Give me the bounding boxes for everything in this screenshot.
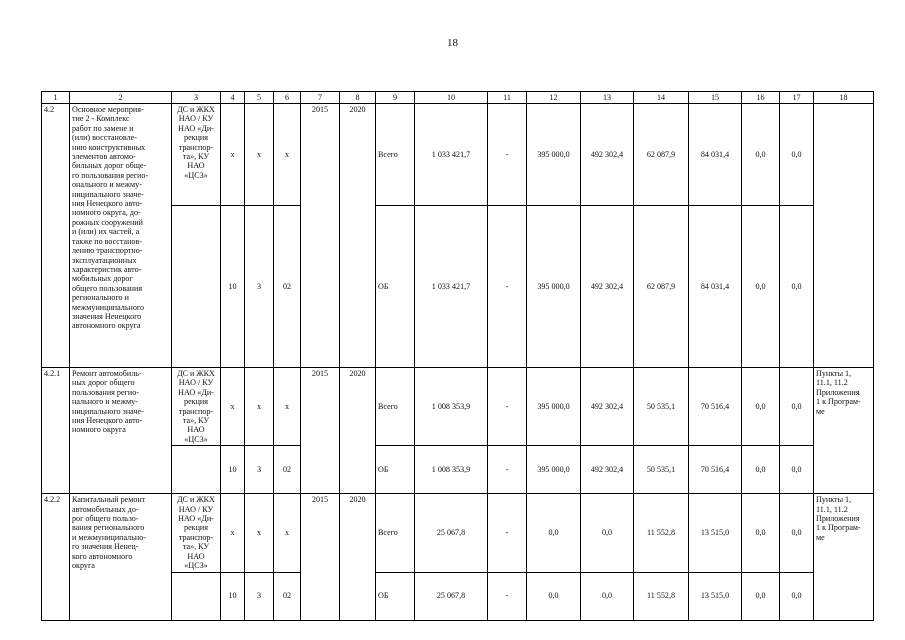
- year-start: 2015: [301, 368, 340, 494]
- amount-cell: 50 535,1: [634, 368, 689, 446]
- code-cell: x: [245, 368, 274, 446]
- funding-source: ОБ: [376, 206, 415, 368]
- col-header: 15: [689, 92, 742, 104]
- executor-cell-empty: [172, 206, 221, 368]
- amount-cell: 0,0: [780, 104, 814, 206]
- code-cell: x: [245, 494, 274, 572]
- code-cell: 02: [274, 206, 301, 368]
- executor-cell-empty: [172, 572, 221, 620]
- code-cell: x: [221, 494, 245, 572]
- table-row: [42, 104, 874, 206]
- col-header: 4: [221, 92, 245, 104]
- amount-cell: 0,0: [742, 206, 780, 368]
- funding-source: ОБ: [376, 446, 415, 494]
- year-end: 2020: [340, 104, 376, 368]
- year-start: 2015: [301, 494, 340, 620]
- col-header: 1: [42, 92, 70, 104]
- amount-cell: 0,0: [742, 446, 780, 494]
- code-cell: x: [274, 368, 301, 446]
- amount-cell: 492 302,4: [581, 368, 634, 446]
- amount-cell: 84 031,4: [689, 104, 742, 206]
- note-cell: [814, 104, 874, 368]
- amount-cell: 0,0: [780, 494, 814, 572]
- code-cell: x: [245, 104, 274, 206]
- amount-cell: 492 302,4: [581, 104, 634, 206]
- code-cell: 02: [274, 446, 301, 494]
- amount-cell: 84 031,4: [689, 206, 742, 368]
- code-cell: 3: [245, 206, 274, 368]
- header-row: [42, 92, 874, 104]
- activity-name: Ремонт автомобиль- ных дорог общего пользования регио- нального и межму- ниципального значе- ния Ненецкого авто- номного округа: [70, 368, 172, 494]
- code-cell: 02: [274, 572, 301, 620]
- col-header: 18: [814, 92, 874, 104]
- amount-cell: 13 515,0: [689, 494, 742, 572]
- col-header: 9: [376, 92, 415, 104]
- amount-total: 1 033 421,7: [415, 104, 488, 206]
- code-cell: 10: [221, 572, 245, 620]
- funding-source: Всего: [376, 494, 415, 572]
- row-number: 4.2.1: [42, 368, 70, 494]
- amount-cell: 395 000,0: [527, 104, 581, 206]
- amount-cell: -: [488, 494, 527, 572]
- col-header: 16: [742, 92, 780, 104]
- col-header: 5: [245, 92, 274, 104]
- amount-total: 1 008 353,9: [415, 446, 488, 494]
- executor-cell-empty: [172, 446, 221, 494]
- amount-total: 25 067,8: [415, 494, 488, 572]
- code-cell: 3: [245, 572, 274, 620]
- amount-cell: -: [488, 104, 527, 206]
- amount-cell: 395 000,0: [527, 446, 581, 494]
- program-table: [41, 91, 874, 621]
- amount-cell: 395 000,0: [527, 368, 581, 446]
- amount-cell: -: [488, 368, 527, 446]
- col-header: 7: [301, 92, 340, 104]
- executor-cell: ДС и ЖКХ НАО / КУ НАО «Ди- рекция транспор- та», КУ НАО «ЦСЗ»: [172, 494, 221, 572]
- code-cell: 10: [221, 446, 245, 494]
- col-header: 10: [415, 92, 488, 104]
- amount-cell: 0,0: [527, 572, 581, 620]
- amount-cell: -: [488, 572, 527, 620]
- col-header: 2: [70, 92, 172, 104]
- amount-cell: 70 516,4: [689, 368, 742, 446]
- amount-cell: 0,0: [742, 572, 780, 620]
- col-header: 12: [527, 92, 581, 104]
- page-number: 18: [447, 37, 458, 49]
- col-header: 17: [780, 92, 814, 104]
- amount-cell: 11 552,8: [634, 572, 689, 620]
- code-cell: 3: [245, 446, 274, 494]
- funding-source: Всего: [376, 368, 415, 446]
- col-header: 14: [634, 92, 689, 104]
- table-row: [42, 494, 874, 572]
- amount-cell: 492 302,4: [581, 206, 634, 368]
- col-header: 8: [340, 92, 376, 104]
- note-cell: Пункты 1, 11.1, 11.2 Приложения 1 к Програм- ме: [814, 494, 874, 620]
- year-end: 2020: [340, 368, 376, 494]
- amount-cell: 11 552,8: [634, 494, 689, 572]
- activity-name: Основное мероприя- тие 2 - Комплекс работ по замене и (или) восстановле- нию конструктивных элементов автомо- бильных дорог обще- го пользования регио- онального и межму- ниципального значе- ния Ненецкого авто- номного округа, до- рожных сооружений и (или) их частей, а также по восстанов- лению транспортно- эксплуатационных характеристик авто- мобильных дорог общего пользования регионального и межмуниципального значения Ненецкого автономного округа: [70, 104, 172, 368]
- code-cell: 10: [221, 206, 245, 368]
- note-cell: Пункты 1, 11.1, 11.2 Приложения 1 к Програм- ме: [814, 368, 874, 494]
- row-number: 4.2: [42, 104, 70, 368]
- year-end: 2020: [340, 494, 376, 620]
- amount-cell: 0,0: [742, 494, 780, 572]
- amount-cell: 0,0: [527, 494, 581, 572]
- executor-cell: ДС и ЖКХ НАО / КУ НАО «Ди- рекция транспор- та», КУ НАО «ЦСЗ»: [172, 104, 221, 206]
- amount-cell: 492 302,4: [581, 446, 634, 494]
- amount-cell: 395 000,0: [527, 206, 581, 368]
- code-cell: x: [274, 494, 301, 572]
- amount-cell: 13 515,0: [689, 572, 742, 620]
- funding-source: Всего: [376, 104, 415, 206]
- row-number: 4.2.2: [42, 494, 70, 620]
- amount-cell: 62 087,9: [634, 206, 689, 368]
- code-cell: x: [221, 104, 245, 206]
- amount-cell: 70 516,4: [689, 446, 742, 494]
- amount-cell: 0,0: [581, 494, 634, 572]
- executor-cell: ДС и ЖКХ НАО / КУ НАО «Ди- рекция транспор- та», КУ НАО «ЦСЗ»: [172, 368, 221, 446]
- table-row: [42, 368, 874, 446]
- amount-cell: 0,0: [780, 206, 814, 368]
- code-cell: x: [274, 104, 301, 206]
- amount-cell: 0,0: [742, 368, 780, 446]
- code-cell: x: [221, 368, 245, 446]
- amount-total: 25 067,8: [415, 572, 488, 620]
- col-header: 3: [172, 92, 221, 104]
- amount-cell: -: [488, 446, 527, 494]
- funding-source: ОБ: [376, 572, 415, 620]
- col-header: 13: [581, 92, 634, 104]
- amount-total: 1 033 421,7: [415, 206, 488, 368]
- col-header: 11: [488, 92, 527, 104]
- amount-cell: 0,0: [780, 572, 814, 620]
- col-header: 6: [274, 92, 301, 104]
- activity-name: Капитальный ремонт автомобильных до- рог общего пользо- вания регионального и межмуниципально- го значения Ненец- кого автономного округа: [70, 494, 172, 620]
- amount-cell: 0,0: [581, 572, 634, 620]
- amount-cell: 50 535,1: [634, 446, 689, 494]
- year-start: 2015: [301, 104, 340, 368]
- amount-cell: -: [488, 206, 527, 368]
- amount-cell: 0,0: [780, 446, 814, 494]
- amount-total: 1 008 353,9: [415, 368, 488, 446]
- amount-cell: 0,0: [780, 368, 814, 446]
- amount-cell: 62 087,9: [634, 104, 689, 206]
- amount-cell: 0,0: [742, 104, 780, 206]
